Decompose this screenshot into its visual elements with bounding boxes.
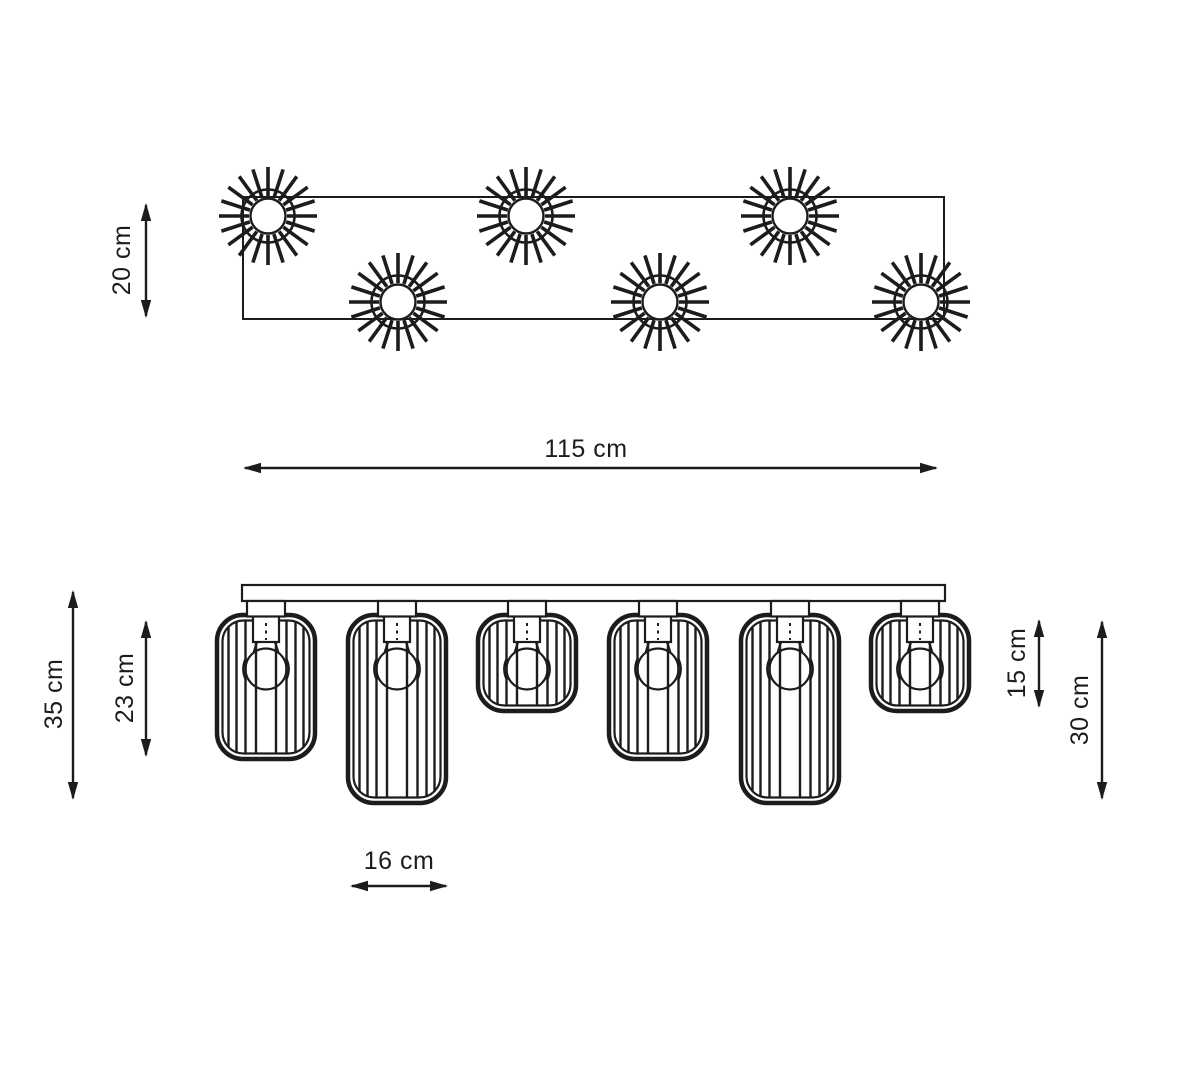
top-view-lamps bbox=[219, 167, 970, 351]
dim-shade-width bbox=[350, 847, 448, 891]
bulb-front-view bbox=[900, 649, 941, 690]
lamp-top-view bbox=[477, 167, 575, 265]
lamp-top-view bbox=[219, 167, 317, 265]
lamp-top-view bbox=[741, 167, 839, 265]
dimension-arrow-115cm bbox=[243, 463, 938, 473]
mounting-bar-front-view bbox=[242, 585, 945, 601]
lamp-shade bbox=[871, 615, 969, 711]
dim-label-15cm: 15 cm bbox=[1003, 627, 1031, 699]
lamp-shade bbox=[609, 615, 707, 759]
bulb-front-view bbox=[377, 649, 418, 690]
bulb-front-view bbox=[770, 649, 811, 690]
front-view bbox=[40, 585, 1107, 891]
lamp-shade bbox=[217, 615, 315, 759]
top-view bbox=[108, 167, 970, 351]
lamp-top-view bbox=[349, 253, 447, 351]
dimension-arrow-35cm bbox=[68, 590, 78, 800]
dim-label-23cm: 23 cm bbox=[111, 652, 139, 724]
front-view-lamps bbox=[217, 615, 969, 803]
bulb-top-view bbox=[381, 285, 416, 320]
dim-plate-depth bbox=[108, 203, 151, 318]
dim-plate-width bbox=[243, 435, 938, 473]
canopy bbox=[901, 601, 939, 617]
dim-shade-medium-height bbox=[111, 620, 151, 757]
dimension-arrow-20cm bbox=[141, 203, 151, 318]
dim-shade-tall-height bbox=[1066, 620, 1107, 800]
front-view-canopies bbox=[247, 601, 939, 617]
dim-label-20cm: 20 cm bbox=[108, 224, 136, 296]
lamp-top-view bbox=[872, 253, 970, 351]
dimension-arrow-16cm bbox=[350, 881, 448, 891]
dim-label-30cm: 30 cm bbox=[1066, 674, 1094, 746]
dim-label-16cm: 16 cm bbox=[363, 847, 435, 875]
dimension-arrow-15cm bbox=[1034, 619, 1044, 708]
lamp-top-view bbox=[611, 253, 709, 351]
dimension-arrow-30cm bbox=[1097, 620, 1107, 800]
bulb-top-view bbox=[251, 199, 286, 234]
canopy bbox=[378, 601, 416, 617]
dim-label-35cm: 35 cm bbox=[40, 658, 68, 730]
canopy bbox=[247, 601, 285, 617]
bulb-top-view bbox=[643, 285, 678, 320]
shade-outline bbox=[348, 615, 446, 803]
bulb-top-view bbox=[509, 199, 544, 234]
bulb-top-view bbox=[773, 199, 808, 234]
bulb-front-view bbox=[507, 649, 548, 690]
lamp-shade bbox=[478, 615, 576, 711]
shade-outline bbox=[741, 615, 839, 803]
bulb-front-view bbox=[246, 649, 287, 690]
bulb-front-view bbox=[638, 649, 679, 690]
lamp-shade bbox=[741, 615, 839, 803]
bulb-top-view bbox=[904, 285, 939, 320]
dim-total-height bbox=[40, 590, 78, 800]
dim-shade-small-height bbox=[1003, 619, 1044, 708]
dimension-arrow-23cm bbox=[141, 620, 151, 757]
dim-label-115cm: 115 cm bbox=[544, 435, 628, 463]
canopy bbox=[771, 601, 809, 617]
canopy bbox=[508, 601, 546, 617]
lamp-shade bbox=[348, 615, 446, 803]
canopy bbox=[639, 601, 677, 617]
